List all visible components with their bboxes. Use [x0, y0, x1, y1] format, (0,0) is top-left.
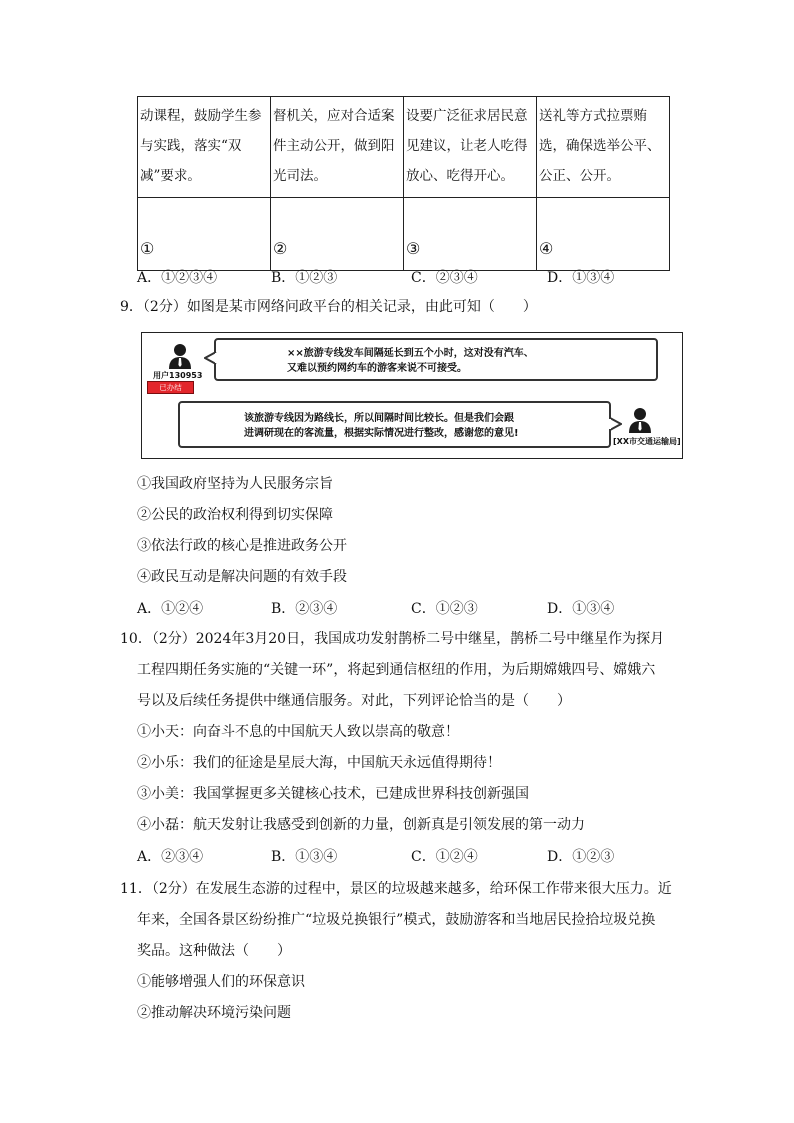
table-row [138, 198, 670, 271]
table-cell: 动课程，鼓励学生参与实践，落实“双减”要求。 [138, 97, 271, 198]
status-badge: 已办结 [147, 381, 194, 394]
reply-bubble [178, 401, 611, 448]
person-icon [628, 407, 652, 433]
user-name: 用户130953 [153, 371, 203, 380]
choice-b[interactable]: B．①②③ [271, 270, 338, 286]
choice-d[interactable]: D．①②③ [547, 849, 615, 865]
q9-stem: 9．（2分）如图是某市网络问政平台的相关记录，由此可知（ ） [120, 299, 537, 315]
q11-option: ②推动解决环境污染问题 [137, 1005, 291, 1021]
user-message-line: 又难以预约网约车的游客来说不可接受。 [287, 363, 467, 374]
choice-d[interactable]: D．①③④ [547, 601, 615, 617]
table-cell: ③ [404, 198, 537, 271]
table-cell: 设要广泛征求居民意见建议，让老人吃得放心、吃得开心。 [404, 97, 537, 198]
choice-b[interactable]: B．②③④ [271, 601, 338, 617]
q10-option: ④小磊：航天发射让我感受到创新的力量，创新真是引领发展的第一动力 [137, 817, 585, 833]
q10-option: ①小天：向奋斗不息的中国航天人致以崇高的敬意！ [137, 724, 459, 740]
q9-option: ④政民互动是解决问题的有效手段 [137, 569, 347, 585]
q10-stem-line: 工程四期任务实施的“关键一环”，将起到通信枢纽的作用，为后期嫦娥四号、嫦娥六 [137, 662, 656, 678]
table-cell: ① [138, 198, 271, 271]
bubble-tail [608, 417, 622, 431]
q11-option: ①能够增强人们的环保意识 [137, 974, 305, 990]
q10-stem-line: 号以及后续任务提供中继通信服务。对此，下列评论恰当的是（ ） [137, 693, 571, 709]
reply-line: 该旅游专线因为路线长，所以间隔时间比较长。但是我们会跟 [244, 413, 514, 424]
q11-stem-line: 奖品。这种做法（ ） [137, 943, 291, 959]
table-cell: 督机关，应对合适案件主动公开，做到阳光司法。 [271, 97, 404, 198]
q11-stem-line: 年来，全国各景区纷纷推广“垃圾兑换银行”模式，鼓励游客和当地居民捡拾垃圾兑换 [137, 912, 656, 928]
q10-option: ②小乐：我们的征途是星辰大海，中国航天永远值得期待！ [137, 755, 501, 771]
q11-stem-line: 11．（2分）在发展生态游的过程中，景区的垃圾越来越多，给环保工作带来很大压力。近 [120, 881, 672, 897]
person-icon [168, 343, 192, 369]
q9-option: ③依法行政的核心是推进政务公开 [137, 538, 347, 554]
choice-c[interactable]: C．①②④ [411, 849, 478, 865]
q9-option: ②公民的政治权利得到切实保障 [137, 507, 333, 523]
options-table [137, 96, 670, 271]
q8-choices [137, 267, 637, 287]
table-row [138, 97, 670, 198]
choice-a[interactable]: A．②③④ [137, 849, 204, 865]
table-cell: ④ [537, 198, 670, 271]
table-cell: 送礼等方式拉票贿选，确保选举公平、公正、公开。 [537, 97, 670, 198]
user-message-line: ××旅游专线发车间隔延长到五个小时，这对没有汽车、 [287, 348, 534, 359]
choice-a[interactable]: A．①②③④ [137, 270, 218, 286]
q10-option: ③小美：我国掌握更多关键核心技术，已建成世界科技创新强国 [137, 786, 529, 802]
q10-stem-line: 10．（2分）2024年3月20日，我国成功发射鹊桥二号中继星，鹊桥二号中继星作为探月 [120, 631, 665, 647]
choice-a[interactable]: A．①②④ [137, 601, 204, 617]
q9-choices [137, 598, 637, 618]
choice-d[interactable]: D．①③④ [547, 270, 615, 286]
choice-c[interactable]: C．②③④ [411, 270, 478, 286]
user-message-bubble [214, 338, 658, 381]
bureau-name: [XX市交通运输局] [613, 437, 681, 446]
table-cell: ② [271, 198, 404, 271]
q9-option: ①我国政府坚持为人民服务宗旨 [137, 476, 333, 492]
bubble-tail [204, 351, 218, 365]
forum-figure [141, 332, 683, 459]
choice-b[interactable]: B．①③④ [271, 849, 338, 865]
choice-c[interactable]: C．①②③ [411, 601, 478, 617]
reply-line: 进调研现在的客流量，根据实际情况进行整改，感谢您的意见! [244, 428, 519, 439]
q10-choices [137, 846, 637, 866]
